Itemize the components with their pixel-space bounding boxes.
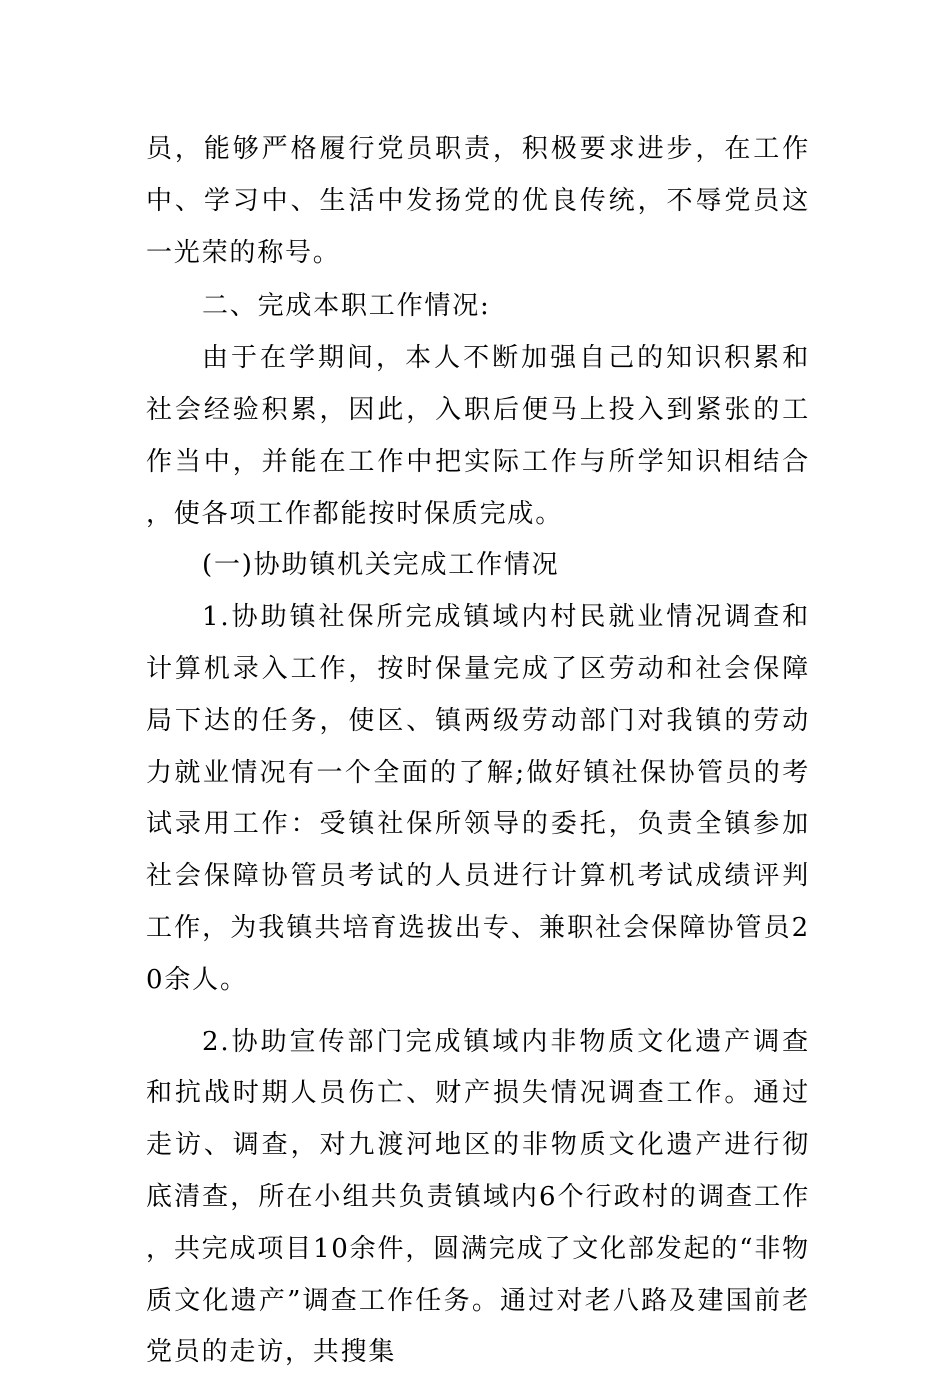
subsection-heading: (一)协助镇机关完成工作情况	[202, 550, 560, 581]
document-body	[146, 124, 810, 1379]
section-heading: 二、完成本职工作情况:	[202, 291, 491, 322]
paragraph-continuation: 员，能够严格履行党员职责，积极要求进步，在工作中、学习中、生活中发扬党的优良传统，不辱党员这一光荣的称号。	[146, 134, 810, 268]
paragraph-item-2: 2.协助宣传部门完成镇域内非物质文化遗产调查和抗战时期人员伤亡、财产损失情况调查工作。通过走访、调查，对九渡河地区的非物质文化遗产进行彻底清查，所在小组共负责镇域内6个行政村的调查工作，共完成项目10余件，圆满完成了文化部发起的“非物质文化遗产”调查工作任务。通过对老八路及建国前老党员的走访，共搜集	[146, 1026, 810, 1368]
paragraph-intro: 由于在学期间，本人不断加强自己的知识积累和社会经验积累，因此，入职后便马上投入到紧张的工作当中，并能在工作中把实际工作与所学知识相结合，使各项工作都能按时保质完成。	[146, 343, 810, 529]
paragraph-item-1: 1.协助镇社保所完成镇域内村民就业情况调查和计算机录入工作，按时保量完成了区劳动和社会保障局下达的任务，使区、镇两级劳动部门对我镇的劳动力就业情况有一个全面的了解;做好镇社保协管员的考试录用工作：受镇社保所领导的委托，负责全镇参加社会保障协管员考试的人员进行计算机考试成绩评判工作，为我镇共培育选拔出专、兼职社会保障协管员20余人。	[146, 602, 810, 995]
